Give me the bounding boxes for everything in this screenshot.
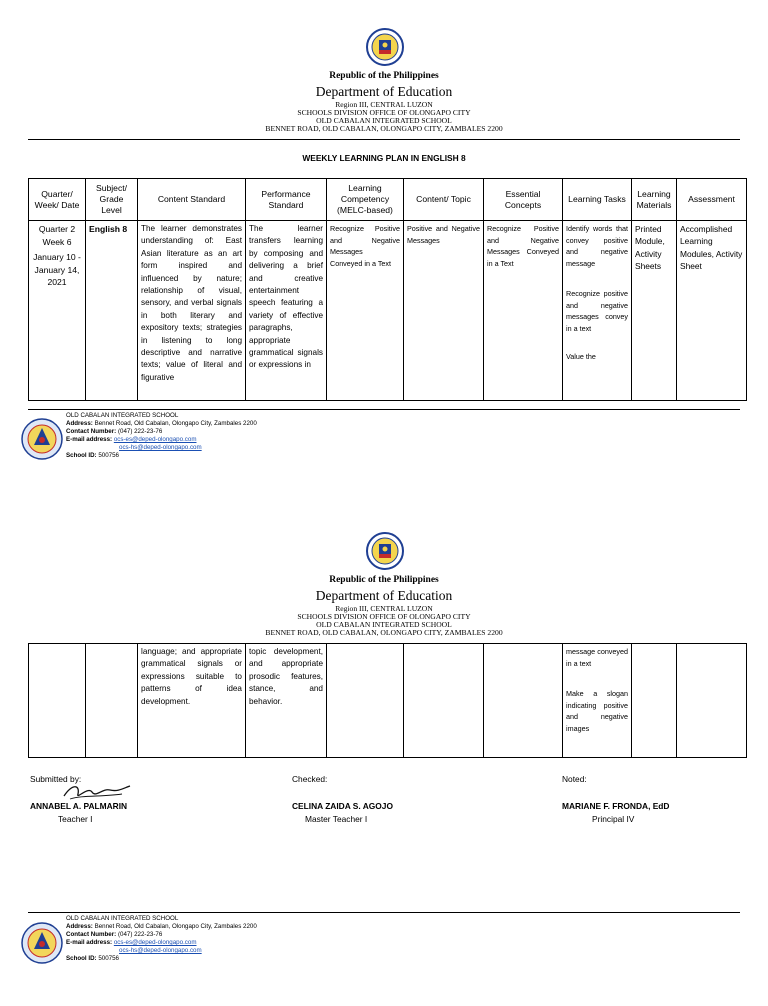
footer-contact-label: Contact Number:	[66, 428, 117, 435]
noted-label: Noted:	[562, 774, 587, 784]
deped-seal-icon	[366, 28, 404, 66]
footer-contact: (047) 222-23-76	[117, 931, 163, 938]
email-link-1[interactable]: ocs-es@deped-olongapo.com	[113, 436, 197, 443]
signature-mark	[62, 782, 132, 802]
table-row	[29, 644, 747, 758]
competency-text-1: Recognize Positive and Negative Messages	[330, 224, 400, 256]
cell-tasks	[563, 644, 632, 758]
footer-divider	[28, 409, 740, 410]
address-line: BENNET ROAD, OLD CABALAN, OLONGAPO CITY, ZAMBALES 2200	[265, 628, 503, 637]
task-text-3: Value the	[566, 352, 596, 361]
cell-assessment: Accomplished Learning Modules, Activity Sheet	[677, 221, 747, 401]
footer-contact-label: Contact Number:	[66, 931, 117, 938]
division-line: SCHOOLS DIVISION OFFICE OF OLONGAPO CITY	[297, 612, 471, 621]
footer-email-label: E-mail address:	[66, 939, 113, 946]
header-performance-standard: Performance Standard	[246, 179, 327, 221]
header-subject: Subject/ Grade Level	[86, 179, 138, 221]
address-line: BENNET ROAD, OLD CABALAN, OLONGAPO CITY, ZAMBALES 2200	[265, 124, 503, 133]
table-row	[29, 221, 747, 401]
learning-plan-table	[28, 178, 747, 401]
email-link-2[interactable]: ocs-hs@deped-olongapo.com	[119, 947, 202, 954]
cell-competency	[327, 221, 404, 401]
task-text-2: Recognize positive and negative messages convey in a text	[566, 289, 628, 333]
cell-subject: English 8	[86, 221, 138, 401]
cell-topic: Positive and Negative Messages	[404, 221, 484, 401]
cell-subject-empty	[86, 644, 138, 758]
school-line: OLD CABALAN INTEGRATED SCHOOL	[316, 116, 452, 125]
footer-school-id-label: School ID:	[66, 452, 97, 459]
footer-address-label: Address:	[66, 420, 93, 427]
footer-divider	[28, 912, 740, 913]
cell-quarter-empty	[29, 644, 86, 758]
header-competency: Learning Competency (MELC-based)	[327, 179, 404, 221]
submitted-name: ANNABEL A. PALMARIN	[30, 801, 128, 811]
footer-school-id: 500756	[98, 955, 119, 962]
footer-address-label: Address:	[66, 923, 93, 930]
cell-concepts: Recognize Positive and Negative Messages Conveyed in a Text	[484, 221, 563, 401]
footer-school-id-label: School ID:	[66, 955, 97, 962]
plan-title: WEEKLY LEARNING PLAN IN ENGLISH 8	[302, 153, 466, 163]
quarter-text: Quarter 2	[38, 224, 76, 234]
footer-contact: (047) 222-23-76	[117, 428, 163, 435]
task-text-2: Make a slogan indicating positive and negative images	[566, 689, 628, 733]
cell-competency-empty	[327, 644, 404, 758]
date-text: January 10 - January 14, 2021	[33, 252, 81, 287]
school-logo-icon	[21, 418, 63, 460]
department-title: Department of Education	[315, 588, 453, 603]
email-link-1[interactable]: ocs-es@deped-olongapo.com	[113, 939, 197, 946]
checked-name: CELINA ZAIDA S. AGOJO	[292, 801, 393, 811]
cell-assessment-empty	[677, 644, 747, 758]
footer-school: OLD CABALAN INTEGRATED SCHOOL	[66, 915, 179, 922]
footer-school-id: 500756	[98, 452, 119, 459]
header-materials: Learning Materials	[632, 179, 677, 221]
competency-text-2: Conveyed in a Text	[330, 258, 391, 268]
noted-name: MARIANE F. FRONDA, EdD	[562, 801, 670, 811]
republic-line: Republic of the Philippines	[329, 71, 439, 81]
task-text-1: Identify words that convey positive and negative message	[566, 224, 628, 268]
header-assessment: Assessment	[677, 179, 747, 221]
cell-concepts-empty	[484, 644, 563, 758]
week-text: Week 6	[42, 236, 72, 247]
submitted-title: Teacher I	[58, 814, 93, 824]
cell-quarter	[29, 221, 86, 401]
region-line: Region III, CENTRAL LUZON	[335, 100, 433, 109]
cell-performance-standard: The learner transfers learning by composing and delivering a brief and creative entertainment speech featuring a variety of effective paragraphs, appropriate grammatical signals or expressions in	[246, 221, 327, 401]
footer-address: Bennet Road, Old Cabalan, Olongapo City, Zambales 2200	[94, 923, 257, 930]
email-link-2[interactable]: ocs-hs@deped-olongapo.com	[119, 444, 202, 451]
header-quarter: Quarter/ Week/ Date	[29, 179, 86, 221]
cell-content-standard: The learner demonstrates understanding of: East Asian literature as an art form inspired and influenced by nature; relationship of visual, sensory, and verbal signals in both literary and expository texts; strategies in listening to long descriptive and narrative texts; value of literal and figurative	[138, 221, 246, 401]
deped-seal-icon	[366, 532, 404, 570]
cell-performance-standard: topic development, and appropriate prosodic features, stance, and behavior.	[246, 644, 327, 758]
checked-title: Master Teacher I	[305, 814, 368, 824]
table-header-row	[29, 179, 747, 221]
department-title: Department of Education	[315, 84, 453, 99]
region-line: Region III, CENTRAL LUZON	[335, 604, 433, 613]
learning-plan-table-continued	[28, 643, 747, 758]
noted-title: Principal IV	[592, 814, 635, 824]
cell-topic-empty	[404, 644, 484, 758]
task-text-1: message conveyed in a text	[566, 647, 628, 668]
school-line: OLD CABALAN INTEGRATED SCHOOL	[316, 620, 452, 629]
school-logo-icon	[21, 922, 63, 964]
division-line: SCHOOLS DIVISION OFFICE OF OLONGAPO CITY	[297, 108, 471, 117]
header-tasks: Learning Tasks	[563, 179, 632, 221]
republic-line: Republic of the Philippines	[329, 575, 439, 585]
header-divider	[28, 139, 740, 140]
cell-tasks	[563, 221, 632, 401]
footer-address: Bennet Road, Old Cabalan, Olongapo City, Zambales 2200	[94, 420, 257, 427]
cell-materials-empty	[632, 644, 677, 758]
checked-label: Checked:	[292, 774, 328, 784]
footer-school: OLD CABALAN INTEGRATED SCHOOL	[66, 412, 179, 419]
cell-content-standard: language; and appropriate grammatical signals or expressions suitable to patterns of idea development.	[138, 644, 246, 758]
cell-materials: Printed Module, Activity Sheets	[632, 221, 677, 401]
submitted-label: Submitted by:	[30, 774, 82, 784]
header-content-standard: Content Standard	[138, 179, 246, 221]
header-concepts: Essential Concepts	[484, 179, 563, 221]
header-topic: Content/ Topic	[404, 179, 484, 221]
footer-email-label: E-mail address:	[66, 436, 113, 443]
